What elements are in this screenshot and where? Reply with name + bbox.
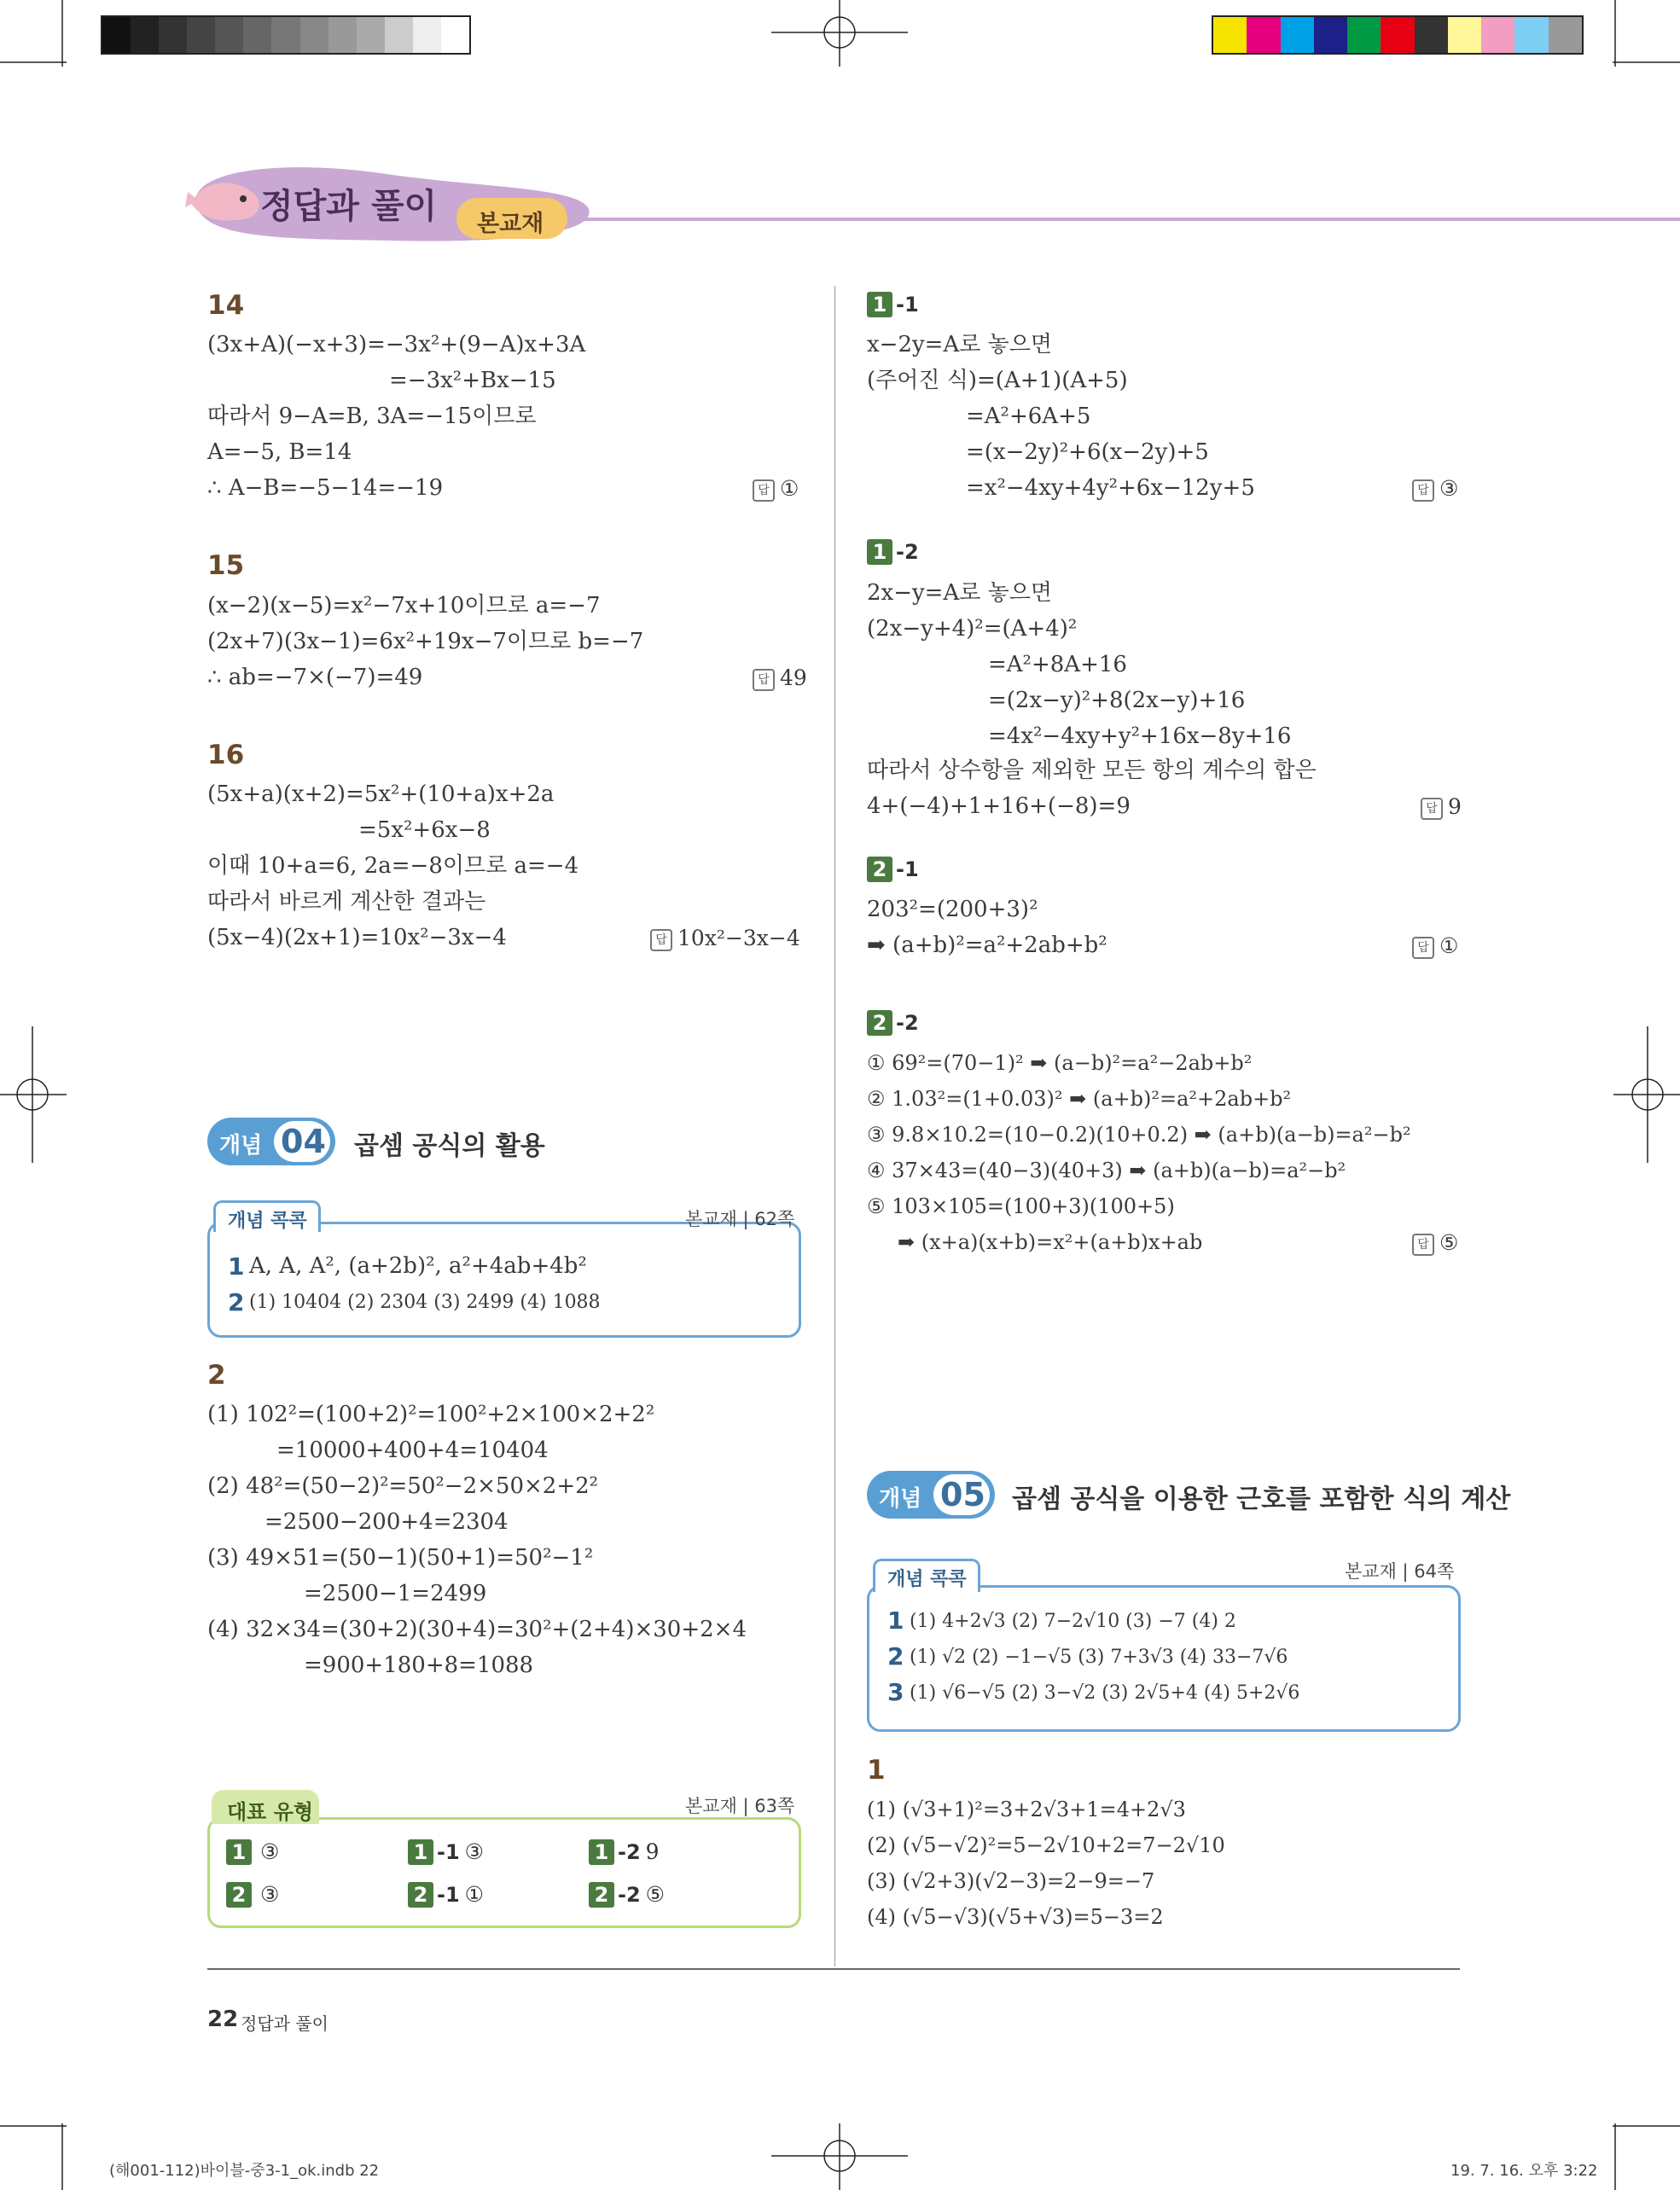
header-title: 정답과 풀이 bbox=[260, 187, 438, 226]
problem-badge: 1 bbox=[226, 1839, 252, 1865]
print-timestamp: 19. 7. 16. 오후 3:22 bbox=[1450, 2162, 1598, 2180]
solution-line: (2) (√5−√2)²=5−2√10+2=7−2√10 bbox=[867, 1833, 1225, 1857]
book-reference: 본교재 | 64쪽 bbox=[1345, 1561, 1455, 1582]
concept-title: 곱셈 공식을 이용한 근호를 포함한 식의 계산 bbox=[1012, 1484, 1511, 1514]
solution-line: ⑤ 103×105=(100+3)(100+5) bbox=[867, 1194, 1175, 1218]
dolphin-icon bbox=[183, 166, 269, 235]
solution-line: =−3x²+Bx−15 bbox=[389, 368, 556, 393]
problem-badge-suffix: -1 bbox=[437, 1883, 460, 1907]
answer-mark-icon: 답 bbox=[650, 929, 672, 951]
question-badge bbox=[867, 539, 919, 565]
problem-number: 1 bbox=[867, 1755, 886, 1786]
solution-line: 따라서 바르게 계산한 결과는 bbox=[207, 889, 486, 915]
concept-label: 개념 bbox=[879, 1486, 922, 1512]
rep-item bbox=[226, 1839, 279, 1865]
question-badge bbox=[867, 292, 919, 317]
concept-row: (1) √2 (2) −1−√5 (3) 7+3√3 (4) 33−7√6 bbox=[910, 1647, 1288, 1668]
concept-row-number: 1 bbox=[887, 1606, 904, 1635]
problem-badge: 2 bbox=[408, 1882, 433, 1908]
problem-badge-suffix: -2 bbox=[896, 540, 919, 564]
answer-value: ① bbox=[780, 476, 799, 501]
concept-box-tab bbox=[873, 1559, 980, 1592]
problem-badge-suffix: -2 bbox=[896, 1011, 919, 1035]
solution-line: (3x+A)(−x+3)=−3x²+(9−A)x+3A bbox=[207, 332, 586, 357]
rep-item bbox=[408, 1882, 484, 1908]
solution-line: 2x−y=A로 놓으면 bbox=[867, 580, 1052, 606]
answer-mark-icon: 답 bbox=[1412, 479, 1434, 502]
concept-pill bbox=[867, 1471, 995, 1519]
solution-line: (3) (√2+3)(√2−3)=2−9=−7 bbox=[867, 1869, 1155, 1893]
concept-box-tab-label: 개념 콕콕 bbox=[887, 1569, 967, 1590]
question-badge bbox=[867, 1010, 919, 1036]
solution-line: x−2y=A로 놓으면 bbox=[867, 332, 1052, 357]
solution-line: =A²+6A+5 bbox=[966, 404, 1091, 429]
problem-badge: 2 bbox=[867, 857, 892, 882]
concept-row: (1) √6−√5 (2) 3−√2 (3) 2√5+4 (4) 5+2√6 bbox=[910, 1682, 1300, 1704]
problem-badge: 1 bbox=[589, 1839, 614, 1865]
solution-line: =(2x−y)²+8(2x−y)+16 bbox=[988, 688, 1246, 713]
solution-line: (2x−y+4)²=(A+4)² bbox=[867, 616, 1078, 642]
footer-rule bbox=[207, 1968, 1460, 1970]
solution-line: (2) 48²=(50−2)²=50²−2×50×2+2² bbox=[207, 1473, 599, 1499]
solution-line: 따라서 상수항을 제외한 모든 항의 계수의 합은 bbox=[867, 758, 1317, 783]
answer-mark-icon: 답 bbox=[1412, 1234, 1434, 1256]
answer-mark-icon: 답 bbox=[1412, 937, 1434, 959]
answer-value: 10x²−3x−4 bbox=[677, 926, 800, 950]
rep-answer: 9 bbox=[645, 1839, 660, 1864]
rep-item bbox=[589, 1882, 665, 1908]
answer-mark-icon: 답 bbox=[753, 669, 775, 691]
problem-badge-suffix: -2 bbox=[618, 1883, 641, 1907]
header-rule bbox=[580, 218, 1680, 221]
solution-line: (4) 32×34=(30+2)(30+4)=30²+(2+4)×30+2×4 bbox=[207, 1617, 747, 1642]
problem-number: 2 bbox=[207, 1360, 226, 1391]
solution-line: (x−2)(x−5)=x²−7x+10이므로 a=−7 bbox=[207, 593, 601, 619]
problem-badge: 1 bbox=[867, 292, 892, 317]
book-reference: 본교재 | 62쪽 bbox=[685, 1209, 795, 1229]
concept-row-number: 2 bbox=[887, 1642, 904, 1670]
solution-line: ∴ A−B=−5−14=−19 bbox=[207, 475, 444, 501]
concept-row-number: 3 bbox=[887, 1678, 904, 1706]
header-tag-label: 본교재 bbox=[477, 211, 544, 237]
solution-line: (5x−4)(2x+1)=10x²−3x−4 bbox=[207, 925, 507, 950]
solution-line: 이때 10+a=6, 2a=−8이므로 a=−4 bbox=[207, 853, 579, 879]
concept-box-tab bbox=[213, 1200, 321, 1232]
concept-row-number: 1 bbox=[228, 1252, 245, 1281]
concept-number-text: 05 bbox=[940, 1476, 985, 1513]
column-divider bbox=[834, 286, 835, 1966]
answer-value: ③ bbox=[1439, 476, 1459, 501]
file-info: (해001-112)바이블-중3-1_ok.indb 22 bbox=[109, 2162, 380, 2180]
problem-number: 14 bbox=[207, 290, 245, 321]
problem-badge: 2 bbox=[226, 1882, 252, 1908]
rep-item bbox=[226, 1882, 279, 1908]
answer bbox=[1412, 1230, 1458, 1256]
solution-line: ∴ ab=−7×(−7)=49 bbox=[207, 665, 423, 690]
answer-value: ① bbox=[1439, 933, 1459, 958]
answer bbox=[1421, 794, 1462, 820]
concept-title: 곱셈 공식의 활용 bbox=[354, 1131, 545, 1161]
solution-line: =2500−1=2499 bbox=[304, 1581, 487, 1606]
solution-line: =900+180+8=1088 bbox=[304, 1653, 534, 1678]
problem-badge-suffix: -2 bbox=[618, 1840, 641, 1864]
rep-answer: ③ bbox=[464, 1839, 485, 1864]
concept-pill bbox=[207, 1118, 335, 1165]
solution-line: (주어진 식)=(A+1)(A+5) bbox=[867, 368, 1128, 393]
rep-answer: ① bbox=[464, 1882, 485, 1907]
answer-mark-icon: 답 bbox=[1421, 798, 1443, 820]
book-reference: 본교재 | 63쪽 bbox=[685, 1796, 795, 1816]
solution-line: =5x²+6x−8 bbox=[358, 817, 491, 843]
solution-line: (4) (√5−√3)(√5+√3)=5−3=2 bbox=[867, 1905, 1164, 1929]
answer bbox=[650, 926, 800, 951]
problem-badge-suffix: -1 bbox=[896, 293, 919, 317]
rep-item bbox=[589, 1839, 660, 1865]
solution-line: =2500−200+4=2304 bbox=[264, 1509, 509, 1535]
answer-value: ⑤ bbox=[1439, 1230, 1459, 1255]
solution-line: A=−5, B=14 bbox=[207, 439, 352, 465]
problem-badge-suffix: -1 bbox=[896, 857, 919, 881]
solution-line: =(x−2y)²+6(x−2y)+5 bbox=[966, 439, 1209, 465]
concept-label: 개념 bbox=[219, 1133, 263, 1159]
concept-box-tab-label: 개념 콕콕 bbox=[228, 1211, 307, 1232]
header-banner bbox=[179, 162, 1613, 247]
rep-item bbox=[408, 1839, 484, 1865]
solution-line: 4+(−4)+1+16+(−8)=9 bbox=[867, 793, 1131, 819]
solution-line: ① 69²=(70−1)² ➡ (a−b)²=a²−2ab+b² bbox=[867, 1051, 1253, 1075]
rep-answer: ③ bbox=[260, 1839, 280, 1864]
answer-value: 49 bbox=[780, 665, 807, 690]
solution-line: ③ 9.8×10.2=(10−0.2)(10+0.2) ➡ (a+b)(a−b)=a²−b² bbox=[867, 1123, 1411, 1147]
solution-line: ➡ (a+b)²=a²+2ab+b² bbox=[867, 932, 1107, 958]
solution-line: ④ 37×43=(40−3)(40+3) ➡ (a+b)(a−b)=a²−b² bbox=[867, 1159, 1346, 1182]
problem-badge: 1 bbox=[408, 1839, 433, 1865]
concept-number-text: 04 bbox=[281, 1123, 326, 1160]
concept-row: (1) 4+2√3 (2) 7−2√10 (3) −7 (4) 2 bbox=[910, 1611, 1236, 1632]
problem-badge: 2 bbox=[867, 1010, 892, 1036]
answer bbox=[753, 665, 807, 691]
problem-number: 15 bbox=[207, 550, 245, 581]
solution-line: (1) (√3+1)²=3+2√3+1=4+2√3 bbox=[867, 1798, 1186, 1821]
concept-row: (1) 10404 (2) 2304 (3) 2499 (4) 1088 bbox=[249, 1292, 601, 1313]
problem-badge: 1 bbox=[867, 539, 892, 565]
problem-badge-suffix: -1 bbox=[437, 1840, 460, 1864]
answer bbox=[1412, 933, 1458, 959]
rep-box bbox=[207, 1817, 801, 1928]
rep-answer: ③ bbox=[260, 1882, 280, 1907]
solution-line: (5x+a)(x+2)=5x²+(10+a)x+2a bbox=[207, 781, 555, 807]
concept-row: A, A, A², (a+2b)², a²+4ab+4b² bbox=[249, 1253, 587, 1279]
answer-value: 9 bbox=[1448, 794, 1462, 819]
solution-line: =4x²−4xy+y²+16x−8y+16 bbox=[988, 723, 1292, 749]
solution-line: (1) 102²=(100+2)²=100²+2×100×2+2² bbox=[207, 1402, 655, 1427]
answer bbox=[1412, 476, 1458, 502]
page-label: 정답과 풀이 bbox=[241, 2013, 328, 2034]
rep-answer: ⑤ bbox=[645, 1882, 666, 1907]
question-badge bbox=[867, 857, 919, 882]
answer bbox=[753, 476, 799, 502]
solution-line: 따라서 9−A=B, 3A=−15이므로 bbox=[207, 404, 537, 429]
solution-line: ➡ (x+a)(x+b)=x²+(a+b)x+ab bbox=[898, 1230, 1203, 1254]
rep-tab-label: 대표 유형 bbox=[227, 1800, 314, 1824]
page-number: 22 bbox=[207, 2007, 239, 2032]
answer-mark-icon: 답 bbox=[753, 479, 775, 502]
problem-badge: 2 bbox=[589, 1882, 614, 1908]
solution-line: ② 1.03²=(1+0.03)² ➡ (a+b)²=a²+2ab+b² bbox=[867, 1087, 1292, 1111]
solution-line: 203²=(200+3)² bbox=[867, 897, 1038, 922]
solution-line: (2x+7)(3x−1)=6x²+19x−7이므로 b=−7 bbox=[207, 629, 644, 654]
solution-line: =10000+400+4=10404 bbox=[276, 1438, 549, 1463]
rep-tab bbox=[212, 1790, 319, 1824]
solution-line: =A²+8A+16 bbox=[988, 652, 1127, 677]
solution-line: (3) 49×51=(50−1)(50+1)=50²−1² bbox=[207, 1545, 594, 1571]
problem-number: 16 bbox=[207, 740, 245, 770]
header-tag bbox=[456, 198, 567, 239]
solution-line: =x²−4xy+4y²+6x−12y+5 bbox=[966, 475, 1255, 501]
concept-row-number: 2 bbox=[228, 1288, 245, 1316]
